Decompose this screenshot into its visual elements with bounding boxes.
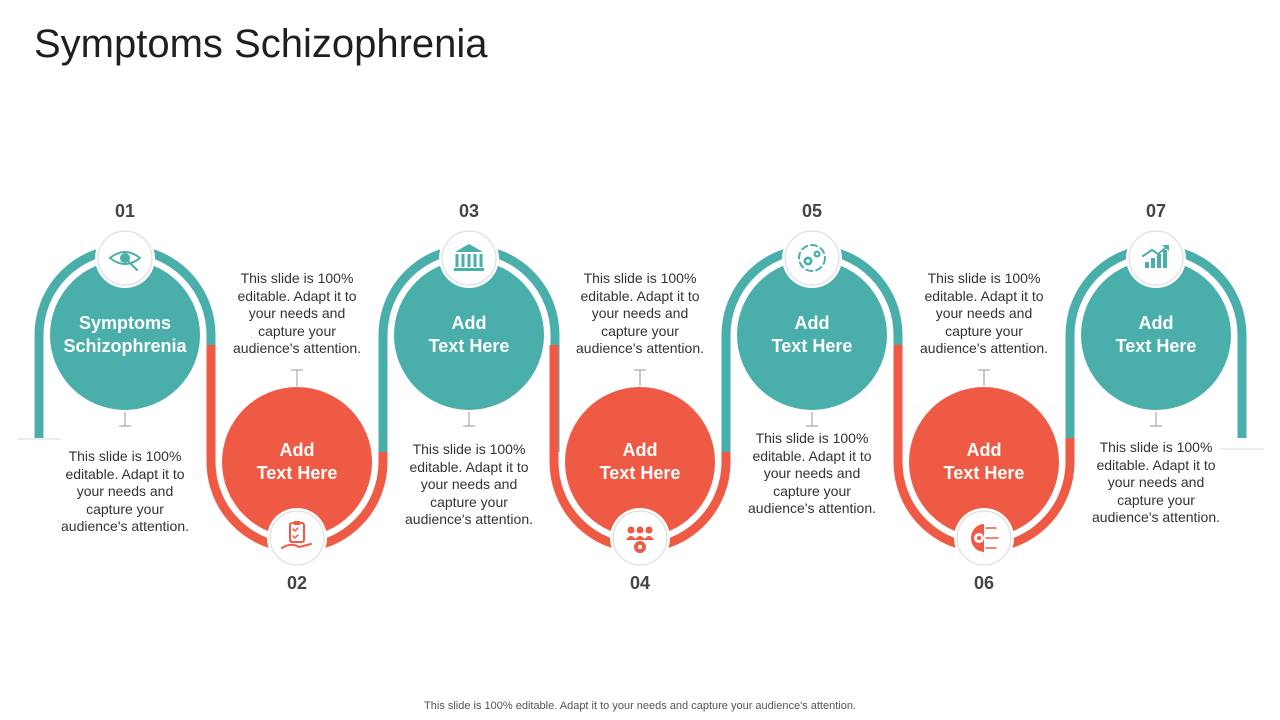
step-label-line: Add [794,313,830,333]
step-label-line: Schizophrenia [63,336,187,356]
description-line: editable. Adapt it to [65,465,185,482]
step-description [389,441,549,529]
step-label [227,439,367,485]
connector-tick [463,412,475,426]
description-line: capture your [86,500,164,517]
description-line: audience's attention. [1092,509,1220,526]
step-number: 02 [286,573,308,593]
description-line: your needs and [76,483,174,500]
step-label-line: Add [1138,313,1174,333]
description-line: audience's attention. [748,500,876,517]
description-line: This slide is 100% [583,270,697,286]
step-label-line: Symptoms [78,313,172,333]
description-line: your needs and [1107,474,1205,491]
description-line: capture your [773,482,851,499]
description-line: editable. Adapt it to [1096,456,1216,473]
step-label-line: Add [451,313,487,333]
connector-tick [1150,412,1162,426]
description-line: audience's attention. [233,340,361,357]
step-label-line: Add [279,440,315,460]
step-number: 06 [973,573,995,593]
description-line: This slide is 100% [412,441,526,457]
description-line: capture your [1117,491,1195,508]
step-label-line: Text Here [1115,336,1197,356]
description-line: This slide is 100% [240,270,354,286]
description-line: editable. Adapt it to [409,458,529,475]
eye-icon [95,228,155,288]
description-line: audience's attention. [61,518,189,535]
bank-icon [439,228,499,288]
step-label-line: Text Here [771,336,853,356]
step-label [399,312,539,358]
description-line: This slide is 100% [1099,439,1213,455]
description-line: your needs and [763,465,861,482]
description-line: your needs and [935,305,1033,322]
connector-tick [291,370,303,386]
description-line: editable. Adapt it to [752,447,872,464]
step-description [45,448,205,536]
step-number: 07 [1145,201,1167,221]
step-label-line: Text Here [428,336,510,356]
step-label-line: Add [966,440,1002,460]
connector-tick [634,370,646,386]
description-line: editable. Adapt it to [237,287,357,304]
growth-chart-icon [1126,228,1186,288]
description-line: capture your [945,322,1023,339]
step-label [570,439,710,485]
brain-gear-icon [954,508,1014,568]
step-description [732,430,892,518]
description-line: your needs and [248,305,346,322]
description-line: capture your [601,322,679,339]
step-number: 05 [801,201,823,221]
team-gear-icon [610,508,670,568]
description-line: editable. Adapt it to [580,287,700,304]
step-number: 04 [629,573,651,593]
step-label-line: Add [622,440,658,460]
connector-tick [119,412,131,426]
step-description [1076,439,1236,527]
step-label [1086,312,1226,358]
step-label-line: Text Here [599,463,681,483]
step-description [560,270,720,358]
step-label [914,439,1054,485]
connector-tick [978,370,990,386]
step-description [904,270,1064,358]
description-line: your needs and [591,305,689,322]
description-line: editable. Adapt it to [924,287,1044,304]
description-line: audience's attention. [920,340,1048,357]
step-label-line: Text Here [943,463,1025,483]
description-line: This slide is 100% [927,270,1041,286]
step-label-line: Text Here [256,463,338,483]
step-number: 01 [114,201,136,221]
step-label [55,312,195,358]
step-label [742,312,882,358]
description-line: This slide is 100% [68,448,182,464]
page-title: Symptoms Schizophrenia [34,22,488,66]
step-number: 03 [458,201,480,221]
gears-cycle-icon [782,228,842,288]
description-line: audience's attention. [405,511,533,528]
step-description [217,270,377,358]
connector-tick [806,412,818,426]
description-line: capture your [258,322,336,339]
description-line: This slide is 100% [755,430,869,446]
clipboard-hand-icon [267,508,327,568]
description-line: your needs and [420,476,518,493]
footer-note: This slide is 100% editable. Adapt it to your needs and capture your audience's attention. [424,700,856,712]
description-line: capture your [430,493,508,510]
description-line: audience's attention. [576,340,704,357]
